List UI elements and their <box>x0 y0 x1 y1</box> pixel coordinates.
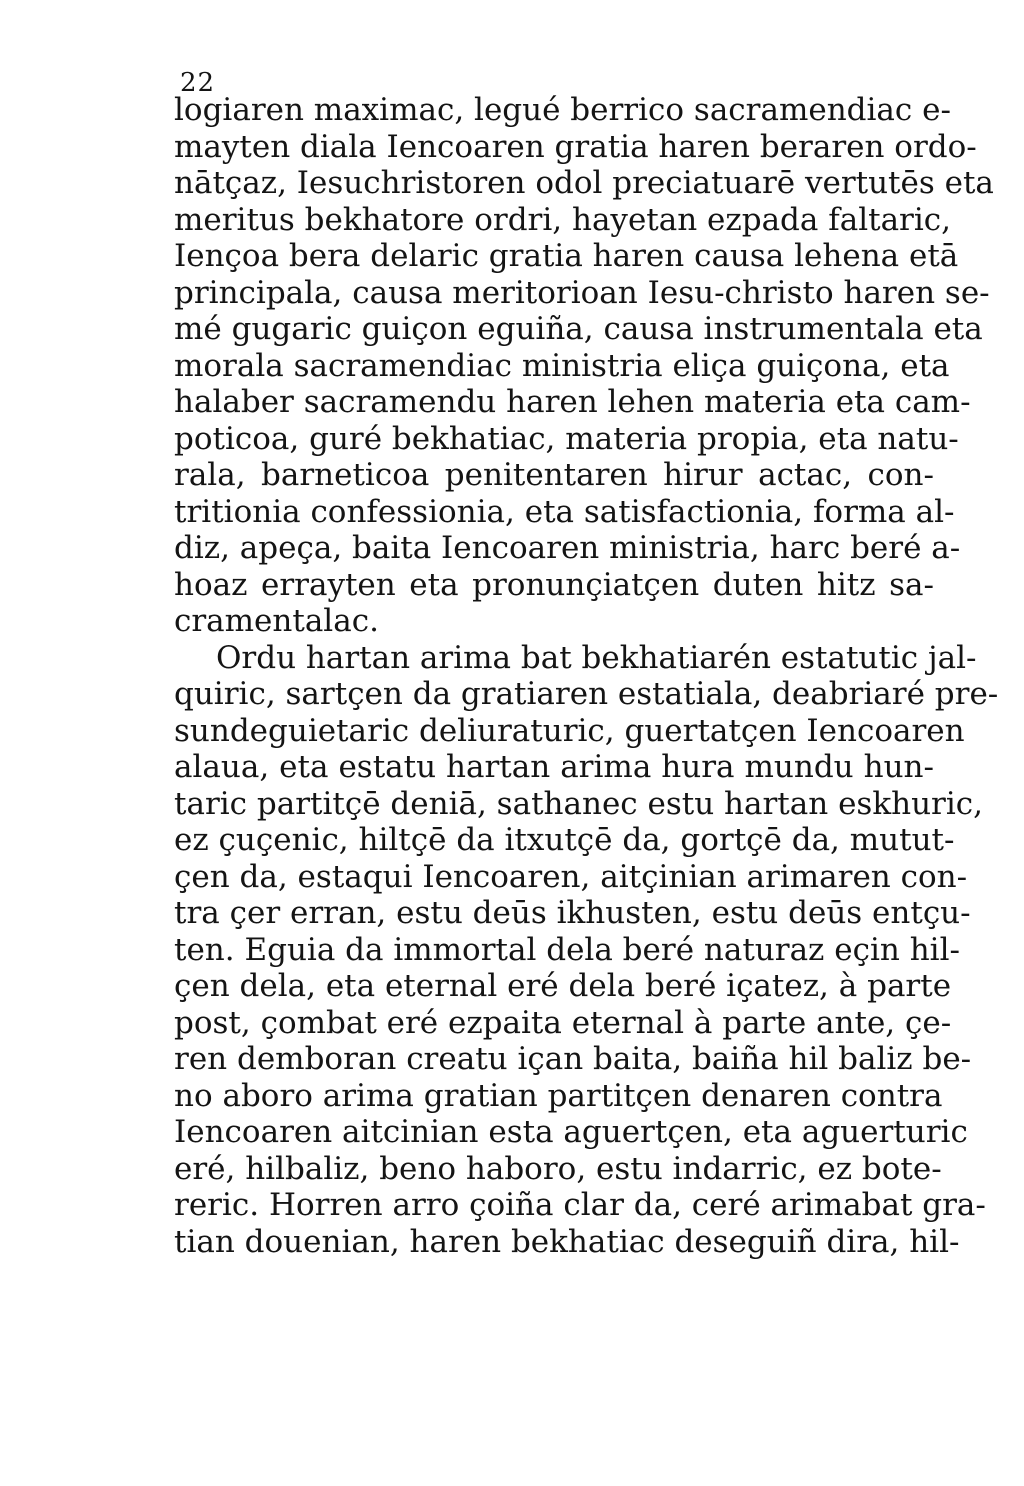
text-line: taric partitçē deniā, sathanec estu hartan eskhuric, <box>174 785 983 822</box>
body-text <box>174 92 999 1260</box>
text-line: tra çer erran, estu deūs ikhusten, estu deūs entçu- <box>174 895 971 931</box>
text-line: post, çombat eré ezpaita eternal à parte ante, çe- <box>174 1004 952 1041</box>
text-line: eré, hilbaliz, beno haboro, estu indarric, ez bote- <box>174 1150 942 1187</box>
text-line: Iencoaren aitcinian esta aguertçen, eta aguerturic <box>174 1114 968 1150</box>
text-line: quiric, sartçen da gratiaren estatiala, deabriaré pre- <box>174 676 999 712</box>
text-line: halaber sacramendu haren lehen materia eta cam- <box>174 384 971 420</box>
text-line: mé gugaric guiçon eguiña, causa instrumentala eta <box>174 311 983 347</box>
text-line: ren demboran creatu içan baita, baiña hil baliz be- <box>174 1041 972 1077</box>
text-line: tritionia confessionia, eta satisfactionia, forma al- <box>174 493 955 530</box>
text-line: alaua, eta estatu hartan arima hura mundu hun- <box>174 749 934 785</box>
text-line: diz, apeça, baita Iencoaren ministria, harc beré a- <box>174 530 961 566</box>
text-line: principala, causa meritorioan Iesu-christo haren se- <box>174 274 990 311</box>
text-line: morala sacramendiac ministria eliça guiçona, eta <box>174 347 950 384</box>
text-line: reric. Horren arro çoiña clar da, ceré arimabat gra- <box>174 1187 986 1223</box>
text-line: meritus bekhatore ordri, hayetan ezpada faltaric, <box>174 201 951 238</box>
text-line: Iençoa bera delaric gratia haren causa lehena etā <box>174 238 959 274</box>
text-line: mayten diala Iencoaren gratia haren beraren ordo- <box>174 128 977 165</box>
text-line: ez çuçenic, hiltçē da itxutçē da, gortçē da, mutut- <box>174 822 955 858</box>
page-number: 22 <box>180 68 216 98</box>
text-line: çen da, estaqui Iencoaren, aitçinian arimaren con- <box>174 858 968 895</box>
text-line: logiaren maximac, legué berrico sacramendiac e- <box>174 92 951 128</box>
text-line: nātçaz, Iesuchristoren odol preciatuarē vertutēs eta <box>174 165 994 201</box>
text-line: tian douenian, haren bekhatiac deseguiñ dira, hil- <box>174 1223 960 1260</box>
text-line: çen dela, eta eternal eré dela beré içatez, à parte <box>174 968 952 1004</box>
text-line: ten. Eguia da immortal dela beré naturaz eçin hil- <box>174 931 960 968</box>
text-line: cramentalac. <box>174 603 379 639</box>
text-line: sundeguietaric deliuraturic, guertatçen Iencoaren <box>174 712 965 749</box>
text-line: poticoa, guré bekhatiac, materia propia, eta natu- <box>174 420 959 457</box>
text-line: no aboro arima gratian partitçen denaren contra <box>174 1077 943 1114</box>
text-line: hoaz errayten eta pronunçiatçen duten hitz sa- <box>174 566 934 603</box>
paragraph-start-line: Ordu hartan arima bat bekhatiarén estatutic jal- <box>216 639 977 676</box>
text-line: rala, barneticoa penitentaren hirur actac, con- <box>174 457 934 493</box>
